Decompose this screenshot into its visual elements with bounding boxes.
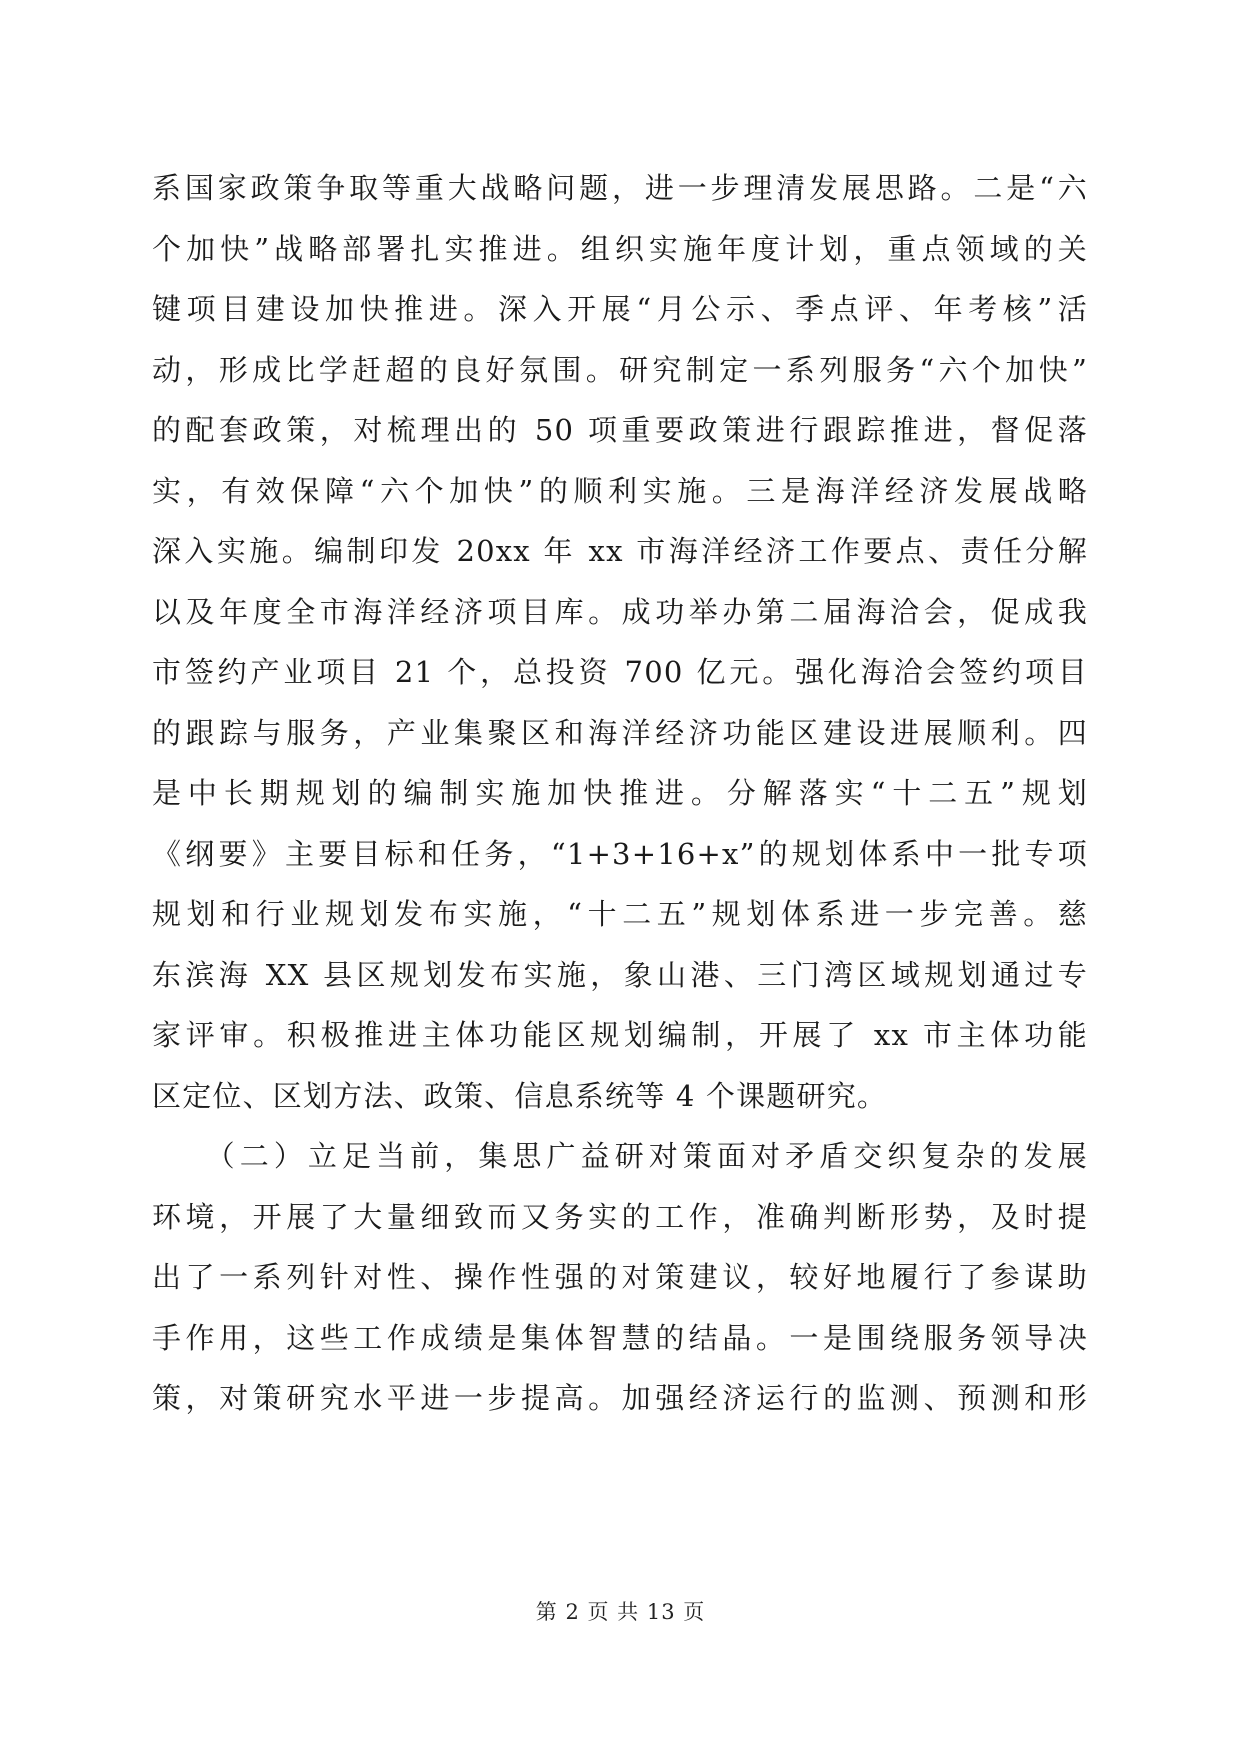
text-line: 以及年度全市海洋经济项目库。成功举办第二届海洽会，促成我 [152,594,1088,629]
text-line: 系国家政策争取等重大战略问题，进一步理清发展思路。二是“六 [152,171,1088,205]
text-line: 手作用，这些工作成绩是集体智慧的结晶。一是围绕服务领导决 [152,1320,1088,1355]
text-line: 键项目建设加快推进。深入开展“月公示、季点评、年考核”活 [152,292,1088,326]
text-line: 个加快”战略部署扎实推进。组织实施年度计划，重点领域的关 [152,231,1088,266]
text-line: 的跟踪与服务，产业集聚区和海洋经济功能区建设进展顺利。四 [152,715,1088,750]
text-line: 是中长期规划的编制实施加快推进。分解落实“十二五”规划 [152,776,1088,810]
text-line: 市签约产业项目 21 个，总投资 700 亿元。强化海洽会签约项目 [152,655,1088,689]
text-line: 东滨海 XX 县区规划发布实施，象山港、三门湾区域规划通过专 [152,957,1088,992]
body-text [152,158,1088,1429]
text-line: 家评审。积极推进主体功能区规划编制，开展了 xx 市主体功能 [152,1018,1088,1052]
text-line: 策，对策研究水平进一步提高。加强经济运行的监测、预测和形 [152,1381,1088,1415]
text-line: 环境，开展了大量细致而又务实的工作，准确判断形势，及时提 [152,1199,1088,1234]
page-number: 第 2 页 共 13 页 [535,1600,706,1624]
text-line: 深入实施。编制印发 20xx 年 xx 市海洋经济工作要点、责任分解 [152,534,1088,568]
text-line: 出了一系列针对性、操作性强的对策建议，较好地履行了参谋助 [152,1260,1088,1294]
text-line: 规划和行业规划发布实施，“十二五”规划体系进一步完善。慈 [152,897,1088,931]
text-line: （二）立足当前，集思广益研对策面对矛盾交织复杂的发展 [152,1139,1088,1173]
page-footer [0,1596,1241,1626]
text-line: 的配套政策，对梳理出的 50 项重要政策进行跟踪推进，督促落 [152,413,1088,447]
text-line: 区定位、区划方法、政策、信息系统等 4 个课题研究。 [152,1078,888,1113]
text-line: 实，有效保障“六个加快”的顺利实施。三是海洋经济发展战略 [152,473,1088,508]
text-line: 《纲要》主要目标和任务，“1+3+16+x”的规划体系中一批专项 [152,836,1088,871]
text-line: 动，形成比学赶超的良好氛围。研究制定一系列服务“六个加快” [152,352,1088,387]
